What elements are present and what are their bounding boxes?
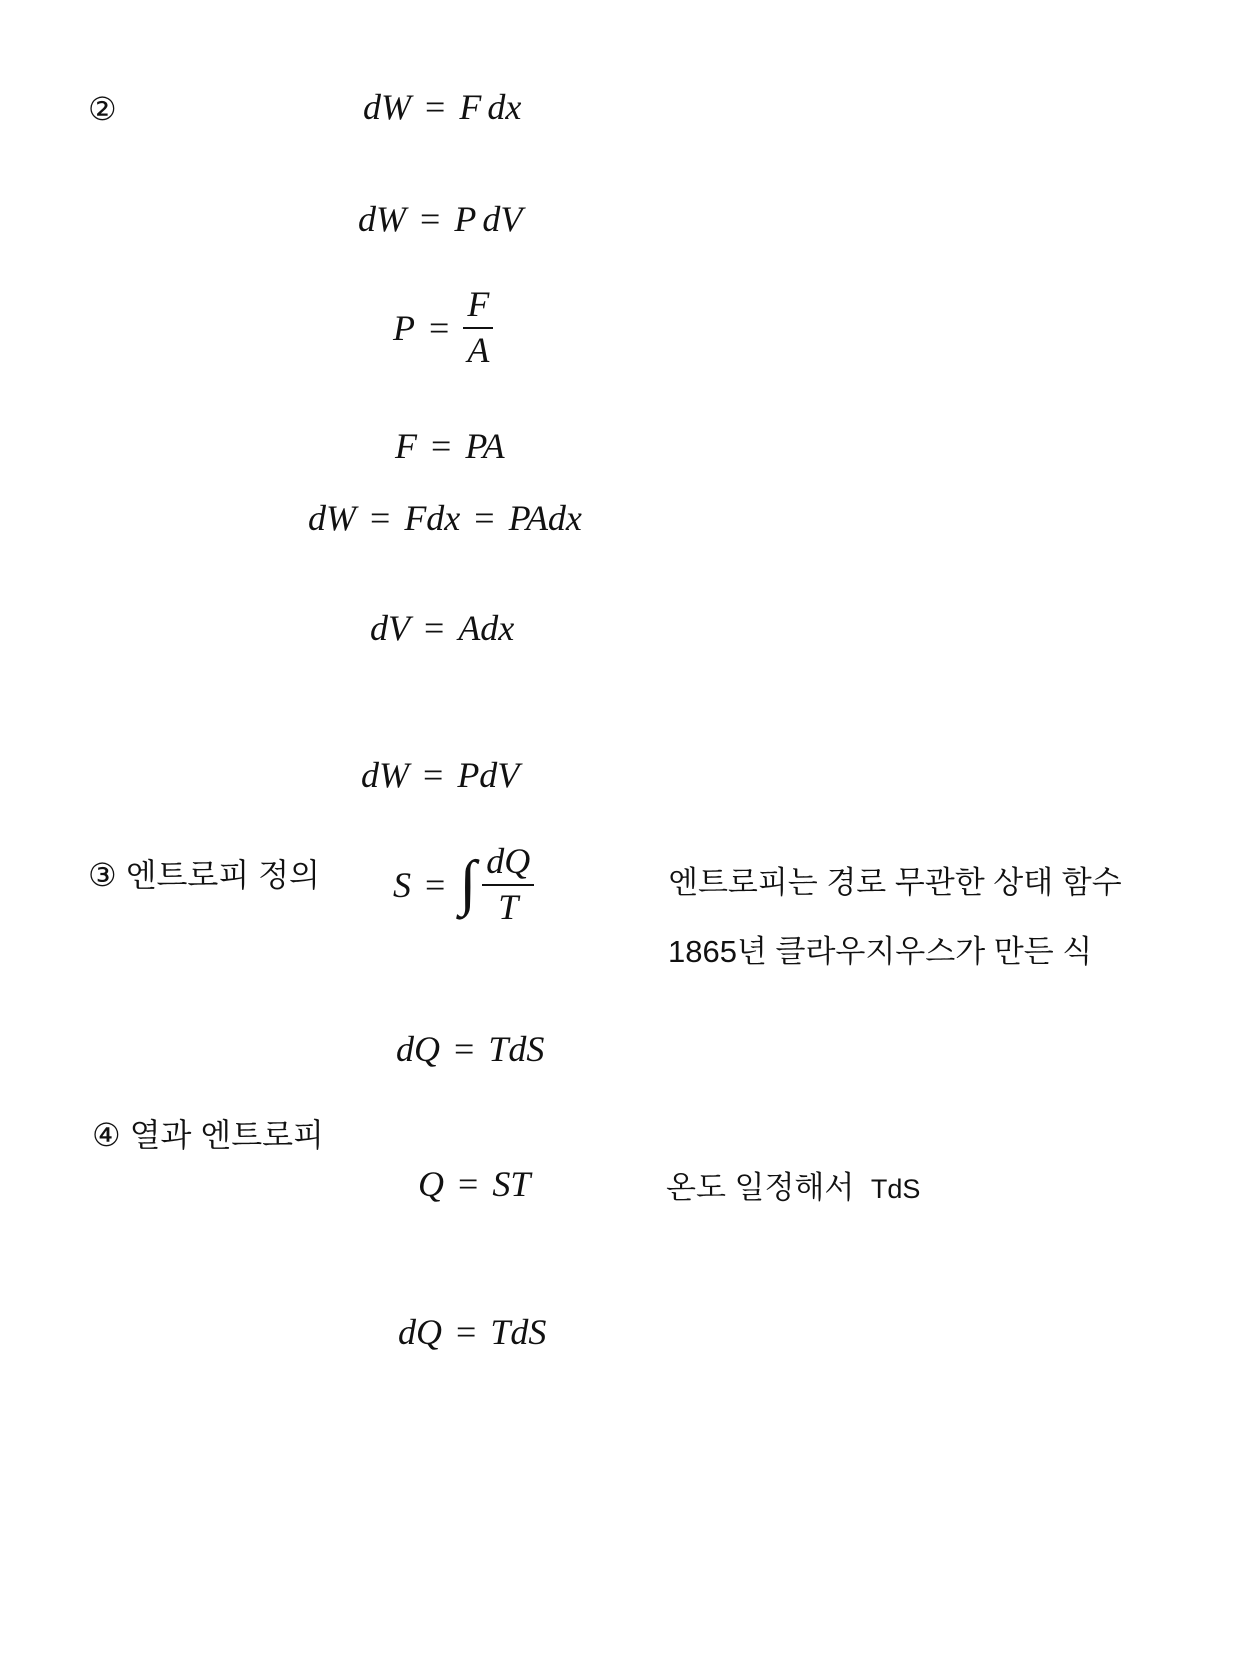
eq4-op: = [431,426,452,466]
section-4-marker: ④ [92,1117,121,1153]
eq3-lhs: P [393,307,415,348]
equation-entropy-integral [393,842,534,927]
note-tds-text: TdS [870,1174,921,1204]
equation-dw-pdv [358,198,522,240]
equation-dw-fdx [363,86,521,128]
equation-dv-adx [370,607,514,649]
eq2-lhs: dW [358,199,406,239]
eq1-op: = [425,87,446,127]
section-3-title: 엔트로피 정의 [125,857,320,893]
eq10-rhs: ST [492,1164,531,1204]
note-constant-temperature [666,1162,920,1207]
equation-q-st [418,1163,530,1205]
equation-f-pa [395,425,505,467]
eq6-lhs: dV [370,608,410,648]
eq8-fraction [482,842,534,927]
eq2-term-a: P [454,199,477,239]
eq8-lhs: S [393,864,411,905]
eq1-term-b: dx [487,87,522,127]
eq4-lhs: F [395,426,417,466]
equation-dw-fdx-padx [308,497,582,539]
eq7-op: = [423,755,444,795]
eq2-term-b: dV [482,199,523,239]
equation-p-f-over-a [393,285,493,370]
section-4-heading [92,1110,324,1156]
eq11-op: = [456,1312,477,1352]
eq10-lhs: Q [418,1164,444,1204]
section-3-marker: ③ [88,857,117,893]
eq2-op: = [420,199,441,239]
eq5-op2: = [474,498,495,538]
equation-dw-pdv-2 [361,754,519,796]
equation-dq-tds-2 [398,1311,546,1353]
eq7-rhs: PdV [457,755,520,795]
eq5-lhs: dW [308,498,356,538]
eq8-denominator: T [498,886,519,927]
eq9-op: = [454,1029,475,1069]
note-clausius-1865: 1865년 클라우지우스가 만든 식 [668,934,1093,969]
eq1-term-a: F [459,87,482,127]
eq1-lhs: dW [363,87,411,127]
note-entropy-state-function: 엔트로피는 경로 무관한 상태 함수 [668,865,1122,900]
note-constant-temperature-text: 온도 일정해서 [666,1170,855,1205]
eq11-rhs: TdS [490,1312,547,1352]
section-4-title: 열과 엔트로피 [129,1117,324,1153]
eq9-lhs: dQ [396,1029,440,1069]
eq10-op: = [458,1164,479,1204]
eq7-lhs: dW [361,755,409,795]
eq3-fraction [463,285,493,370]
eq5-mid: Fdx [404,498,461,538]
eq6-op: = [424,608,445,648]
eq5-op1: = [370,498,391,538]
section-2-marker: ② [88,91,117,127]
eq9-rhs: TdS [488,1029,545,1069]
eq5-rhs: PAdx [508,498,582,538]
integral-sign: ∫ [459,848,477,917]
eq4-rhs: PA [465,426,505,466]
equation-dq-tds [396,1028,544,1070]
eq8-op: = [425,864,446,905]
eq3-op: = [429,307,450,348]
eq3-denominator: A [467,329,490,370]
eq3-numerator: F [463,285,493,329]
eq11-lhs: dQ [398,1312,442,1352]
eq8-numerator: dQ [482,842,534,886]
eq6-rhs: Adx [458,608,515,648]
section-3-heading [88,850,320,896]
